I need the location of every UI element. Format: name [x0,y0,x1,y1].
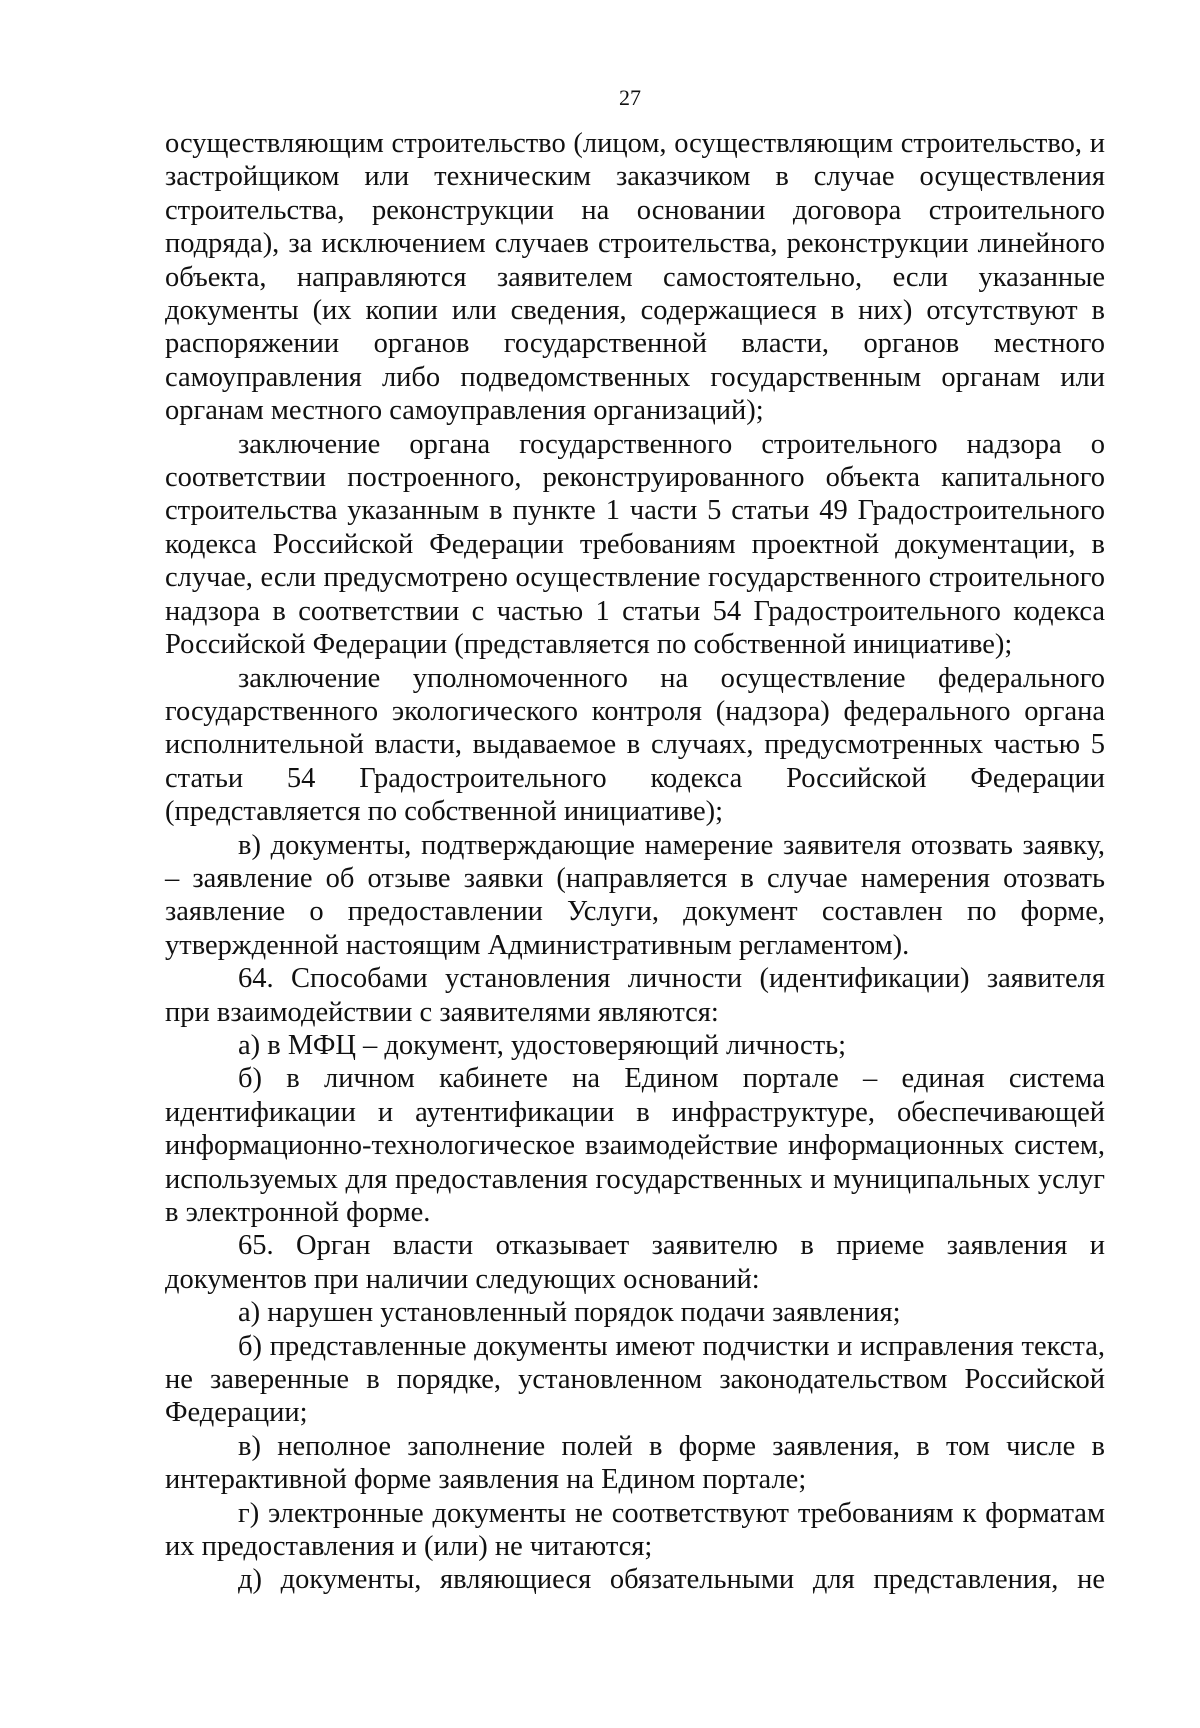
paragraph-65-item-v: в) неполное заполнение полей в форме заявления, в том числе в интерактивной форме заявления на Едином портале; [165,1430,1105,1496]
paragraph-65-refusal-grounds: 65. Орган власти отказывает заявителю в приеме заявления и документов при наличии следующих оснований: [165,1230,1105,1295]
paragraph-ecological-control-conclusion: заключение уполномоченного на осуществление федерального государственного экологического контроля (надзора) федерального органа исполнительной власти, выдаваемое в случаях, предусмотренных частью 5 статьи 54 Градостроительного кодекса Российской Федерации (представляется по собственной инициативе); [165,662,1105,828]
paragraph-64-identification-methods: 64. Способами установления личности (идентификации) заявителя при взаимодействии с заявителями являются: [165,963,1105,1028]
document-body [165,127,1105,1597]
page-number: 27 [619,85,641,110]
paragraph-64-item-b: б) в личном кабинете на Едином портале – единая система идентификации и аутентификации в инфраструктуре, обеспечивающей информационно-технологическое взаимодействие информационных систем, используемых для предоставления государственных и муниципальных услуг в электронной форме. [165,1063,1105,1228]
paragraph-65-item-a: а) нарушен установленный порядок подачи заявления; [238,1297,901,1329]
paragraph-65-item-g: г) электронные документы не соответствуют требованиям к форматам их предоставления и (или) не читаются; [165,1497,1105,1563]
paragraph-item-v-withdrawal: в) документы, подтверждающие намерение заявителя отозвать заявку, – заявление об отзыве заявки (направляется в случае намерения отозвать заявление о предоставлении Услуги, документ составлен по форме, утвержденной настоящим Административным регламентом). [165,829,1105,961]
paragraph-64-item-a: а) в МФЦ – документ, удостоверяющий личность; [238,1029,847,1061]
paragraph-65-item-b: б) представленные документы имеют подчистки и исправления текста, не заверенные в порядке, установленном законодательством Российской Федерации; [165,1330,1105,1429]
paragraph-65-item-d: д) документы, являющиеся обязательными для представления, не [238,1564,1105,1596]
paragraph-construction-supervision-conclusion: заключение органа государственного строительного надзора о соответствии построенного, реконструированного объекта капитального строительства указанным в пункте 1 части 5 статьи 49 Градостроительного кодекса Российской Федерации требованиям проектной документации, в случае, если предусмотрено осуществление государственного строительного надзора в соответствии с частью 1 статьи 54 Градостроительного кодекса Российской Федерации (представляется по собственной инициативе); [165,428,1105,661]
paragraph-continuation: осуществляющим строительство (лицом, осуществляющим строительство, и застройщиком или техническим заказчиком в случае осуществления строительства, реконструкции на основании договора строительного подряда), за исключением случаев строительства, реконструкции линейного объекта, направляются заявителем самостоятельно, если указанные документы (их копии или сведения, содержащиеся в них) отсутствуют в распоряжении органов государственной власти, органов местного самоуправления либо подведомственных государственным органам или органам местного самоуправления организаций); [165,128,1105,427]
